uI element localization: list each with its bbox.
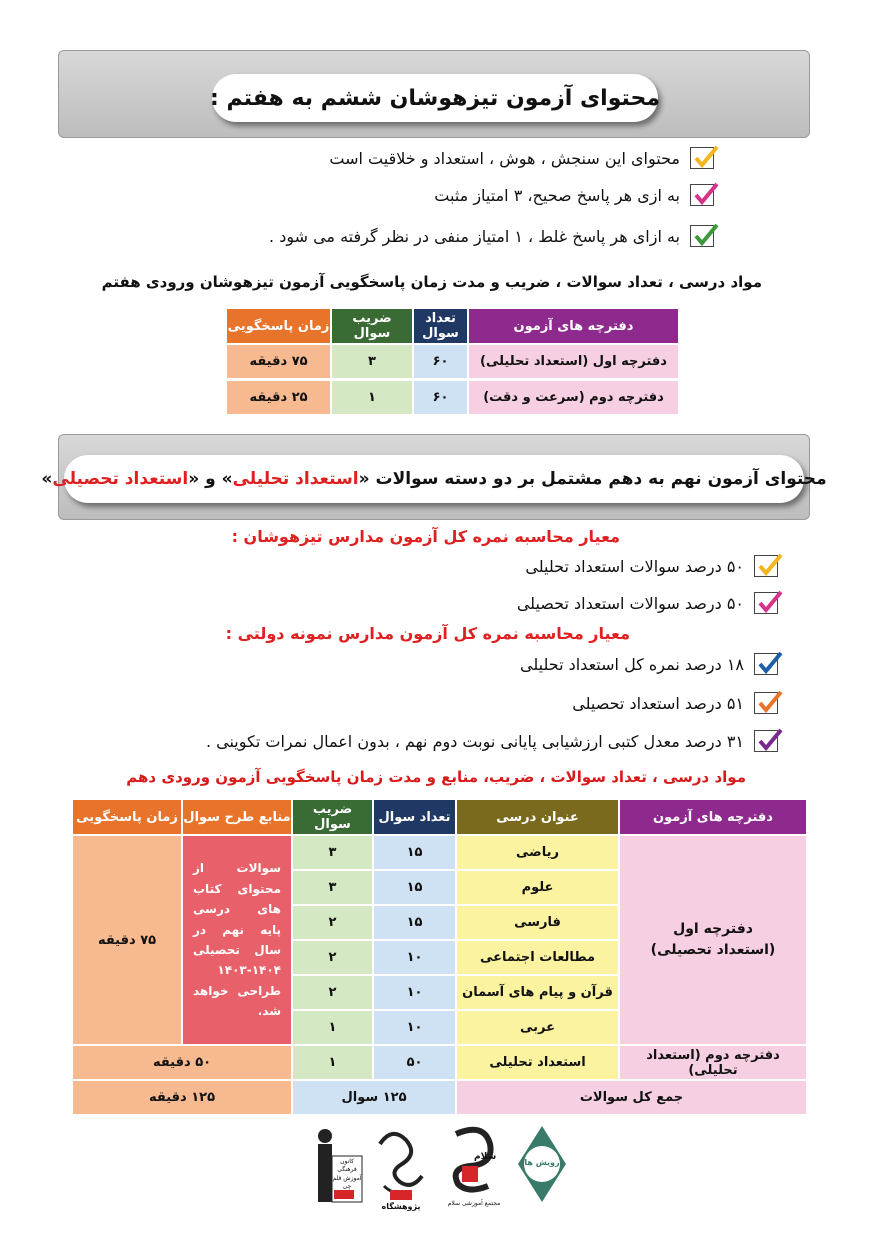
t1-header-count: تعداد سوال bbox=[414, 309, 467, 343]
t2-count-4: ۱۰ bbox=[374, 941, 455, 974]
check-icon bbox=[754, 653, 778, 675]
t2-subject-1: ریاضی bbox=[457, 836, 618, 869]
t2-coef-2: ۳ bbox=[293, 871, 372, 904]
t1-r1-time: ۷۵ دقیقه bbox=[227, 345, 330, 378]
t2-total-label: جمع کل سوالات bbox=[457, 1081, 806, 1114]
t2-subject-4: مطالعات اجتماعی bbox=[457, 941, 618, 974]
t1-header-coef: ضریب سوال bbox=[332, 309, 412, 343]
criteria2-title: معیار محاسبه نمره کل آزمون مدارس نمونه دولتی : bbox=[225, 624, 630, 643]
t2-coef-4: ۲ bbox=[293, 941, 372, 974]
t2-total-time: ۱۲۵ دقیقه bbox=[73, 1081, 291, 1114]
t2-source: سوالات از محتوای کتاب های درسی پایه نهم در سال تحصیلی ۱۴۰۴-۱۴۰۳ طراحی خواهد شد. bbox=[183, 836, 291, 1044]
rooyesh-logo: رویش ها bbox=[514, 1124, 570, 1212]
criteria2-item-3: ۳۱ درصد معدل کتبی ارزشیابی پایانی نوبت دوم نهم ، بدون اعمال نمرات تکوینی . bbox=[206, 730, 778, 752]
t1-r1-booklet: دفترچه اول (استعداد تحلیلی) bbox=[469, 345, 678, 378]
check-icon bbox=[754, 592, 778, 614]
t1-r2-booklet: دفترچه دوم (سرعت و دقت) bbox=[469, 381, 678, 414]
t2-time1: ۷۵ دقیقه bbox=[73, 836, 181, 1044]
section1-title: محتوای آزمون تیزهوشان ششم به هفتم : bbox=[212, 74, 658, 122]
check-icon bbox=[690, 225, 714, 247]
t1-r1-count: ۶۰ bbox=[414, 345, 467, 378]
salam-logo: سلام مجتمع آموزشی سلام bbox=[444, 1124, 504, 1212]
t1-header-booklet: دفترچه های آزمون bbox=[469, 309, 678, 343]
t2-coef-3: ۲ bbox=[293, 906, 372, 939]
t2-subject-2: علوم bbox=[457, 871, 618, 904]
t2-count-3: ۱۵ bbox=[374, 906, 455, 939]
t2-booklet2-time: ۵۰ دقیقه bbox=[73, 1046, 291, 1079]
t2-header-count: تعداد سوال bbox=[374, 800, 455, 834]
t2-booklet2: دفترچه دوم (استعداد تحلیلی) bbox=[620, 1046, 806, 1079]
criteria2-item-2: ۵۱ درصد استعداد تحصیلی bbox=[572, 692, 778, 714]
t2-count-6: ۱۰ bbox=[374, 1011, 455, 1044]
t2-count-1: ۱۵ bbox=[374, 836, 455, 869]
criteria2-item-1: ۱۸ درصد نمره کل استعداد تحلیلی bbox=[520, 653, 778, 675]
t1-header-time: زمان پاسخگویی bbox=[227, 309, 330, 343]
t2-booklet2-subject: استعداد تحلیلی bbox=[457, 1046, 618, 1079]
t1-r2-count: ۶۰ bbox=[414, 381, 467, 414]
t2-coef-5: ۲ bbox=[293, 976, 372, 1009]
t2-subject-5: قرآن و پیام های آسمان bbox=[457, 976, 618, 1009]
criteria1-item-1: ۵۰ درصد سوالات استعداد تحلیلی bbox=[525, 555, 778, 577]
t2-header-coef: ضریب سوال bbox=[293, 800, 372, 834]
logos-row bbox=[300, 1120, 570, 1220]
t2-header-source: منابع طرح سوال bbox=[183, 800, 291, 834]
table2-title: مواد درسی ، تعداد سوالات ، ضریب، منابع و مدت زمان پاسخگویی آزمون ورودی دهم bbox=[126, 768, 746, 786]
check-icon bbox=[690, 147, 714, 169]
check-icon bbox=[754, 730, 778, 752]
check-icon bbox=[690, 184, 714, 206]
criteria1-title: معیار محاسبه نمره کل آزمون مدارس تیزهوشان : bbox=[231, 527, 620, 546]
t2-booklet2-coef: ۱ bbox=[293, 1046, 372, 1079]
t2-coef-6: ۱ bbox=[293, 1011, 372, 1044]
t2-header-booklet: دفترچه های آزمون bbox=[620, 800, 806, 834]
t2-booklet2-count: ۵۰ bbox=[374, 1046, 455, 1079]
table1-title: مواد درسی ، تعداد سوالات ، ضریب و مدت زمان پاسخگویی آزمون تیزهوشان ورودی هفتم bbox=[101, 273, 762, 291]
check-icon bbox=[754, 555, 778, 577]
t1-r2-coef: ۱ bbox=[332, 381, 412, 414]
t2-total-count: ۱۲۵ سوال bbox=[293, 1081, 455, 1114]
bullet-3: به ازای هر پاسخ غلط ، ۱ امتیاز منفی در نظر گرفته می شود . bbox=[269, 225, 714, 247]
t2-count-2: ۱۵ bbox=[374, 871, 455, 904]
t2-coef-1: ۳ bbox=[293, 836, 372, 869]
t2-subject-6: عربی bbox=[457, 1011, 618, 1044]
section2-title: محتوای آزمون نهم به دهم مشتمل بر دو دسته سوالات « استعداد تحلیلی » و « استعداد تحصیلی » bbox=[64, 455, 804, 503]
t2-header-time: زمان پاسخگویی bbox=[73, 800, 181, 834]
t2-count-5: ۱۰ bbox=[374, 976, 455, 1009]
ghalamchi-logo: کانون فرهنگی آموزش قلم چی bbox=[308, 1126, 366, 1208]
bullet-2: به ازی هر پاسخ صحیح، ۳ امتیاز مثبت bbox=[434, 184, 714, 206]
t2-booklet1: دفترچه اول (استعداد تحصیلی) bbox=[620, 836, 806, 1044]
criteria1-item-2: ۵۰ درصد سوالات استعداد تحصیلی bbox=[517, 592, 778, 614]
t1-r2-time: ۲۵ دقیقه bbox=[227, 381, 330, 414]
bullet-1: محتوای این سنجش ، هوش ، استعداد و خلاقیت است bbox=[329, 147, 714, 169]
pajoheshgah-logo: پژوهشگاه bbox=[372, 1124, 430, 1212]
t2-subject-3: فارسی bbox=[457, 906, 618, 939]
t2-header-subject: عنوان درسی bbox=[457, 800, 618, 834]
check-icon bbox=[754, 692, 778, 714]
t1-r1-coef: ۳ bbox=[332, 345, 412, 378]
